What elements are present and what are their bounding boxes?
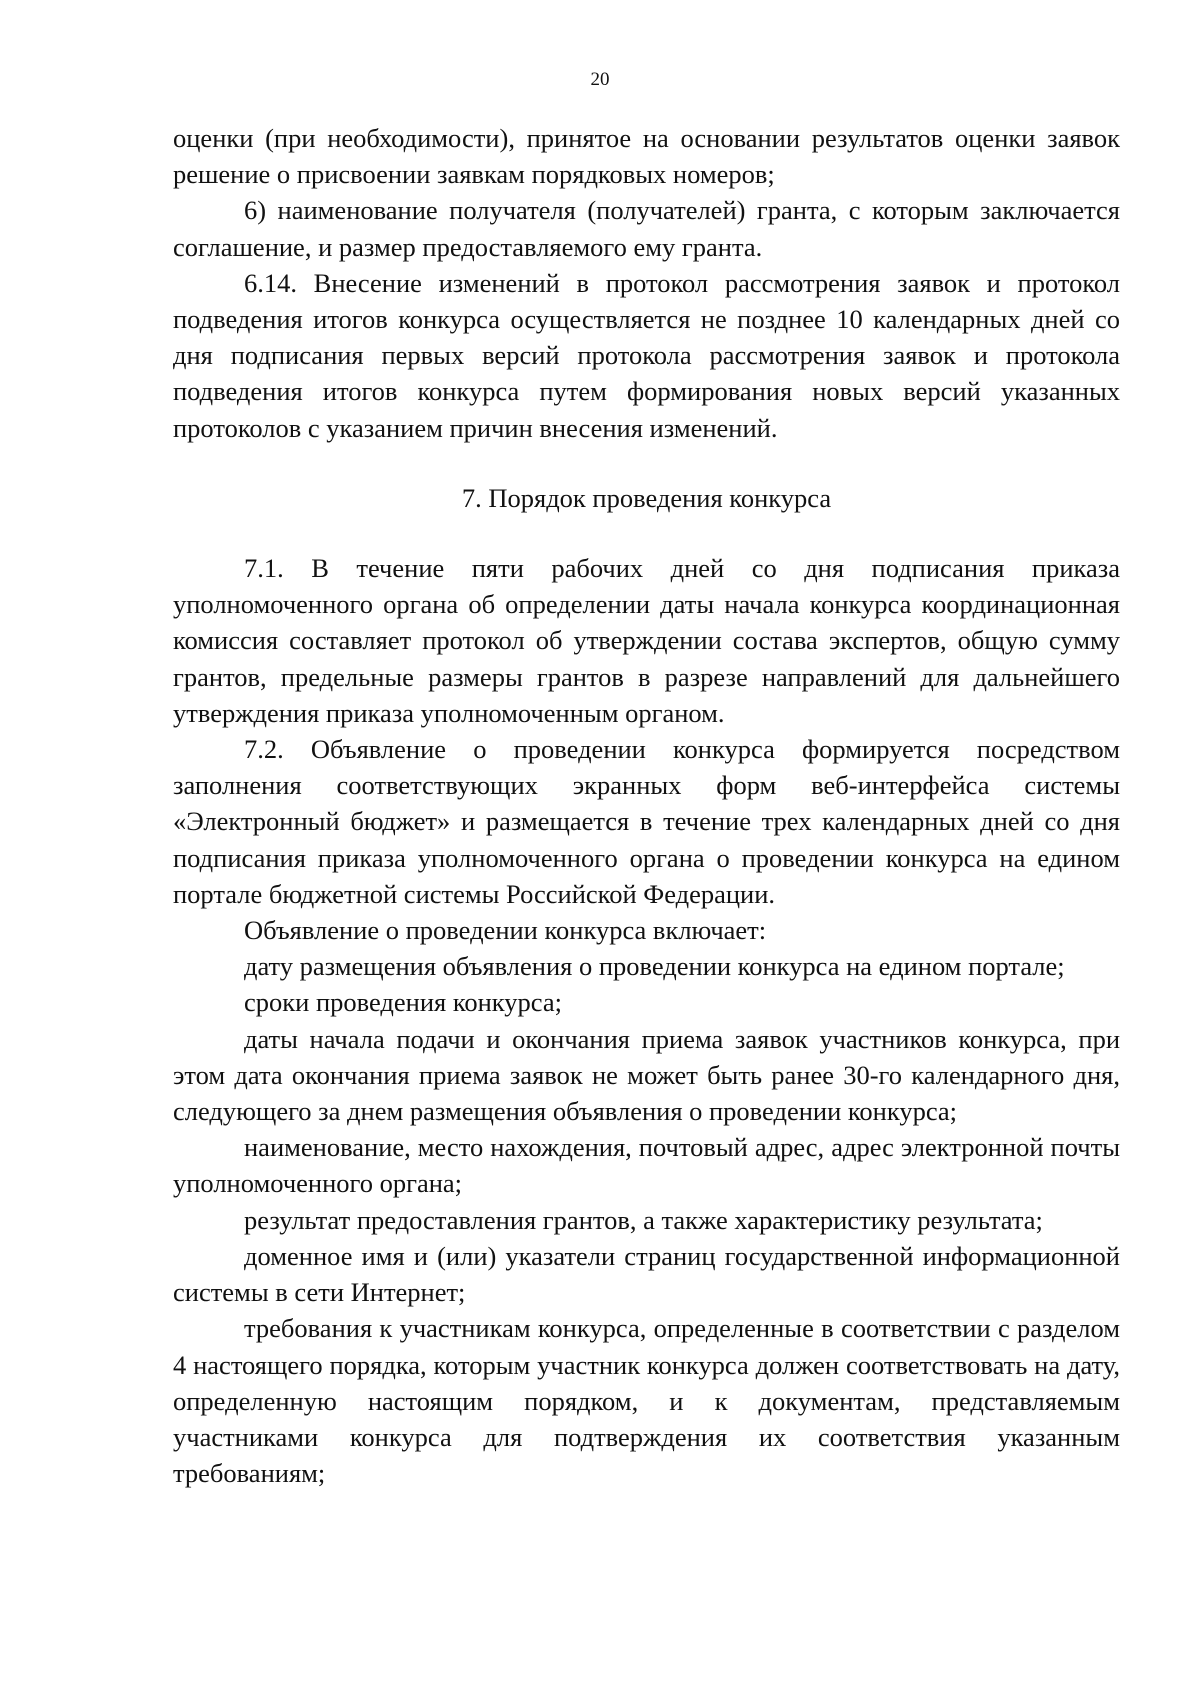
list-item-grant-result: результат предоставления грантов, а также характеристику результата;: [244, 1204, 1043, 1235]
list-item-publication-date: дату размещения объявления о проведении конкурса на едином портале;: [244, 951, 1065, 982]
paragraph-continuation: оценки (при необходимости), принятое на основании результатов оценки заявок решение о присвоении заявкам порядковых номеров;: [173, 123, 1120, 190]
paragraph-item-6: 6) наименование получателя (получателей) гранта, с которым заключается соглашение, и размер предоставляемого ему гранта.: [173, 195, 1120, 262]
section-heading: 7. Порядок проведения конкурса: [461, 482, 832, 513]
paragraph-6-14: 6.14. Внесение изменений в протокол рассмотрения заявок и протокол подведения итогов конкурса осуществляется не позднее 10 календарных дней со дня подписания первых версий протокола рассмотрения заявок и протокола подведения итогов конкурса путем формирования новых версий указанных протоколов с указанием причин внесения изменений.: [173, 267, 1120, 443]
paragraph-7-2: 7.2. Объявление о проведении конкурса формируется посредством заполнения соответствующих экранных форм веб-интерфейса системы «Электронный бюджет» и размещается в течение трех календарных дней со дня подписания приказа уполномоченного органа о проведении конкурса на едином портале бюджетной системы Российской Федерации.: [173, 734, 1120, 909]
list-item-terms: сроки проведения конкурса;: [244, 987, 562, 1018]
paragraph-announcement-intro: Объявление о проведении конкурса включает:: [244, 915, 767, 946]
page-number: 20: [590, 69, 610, 90]
list-item-contact-details: наименование, место нахождения, почтовый адрес, адрес электронной почты уполномоченного органа;: [173, 1132, 1120, 1199]
list-item-domain-name: доменное имя и (или) указатели страниц государственной информационной системы в сети Интернет;: [173, 1240, 1120, 1308]
paragraph-7-1: 7.1. В течение пяти рабочих дней со дня подписания приказа уполномоченного органа об определении даты начала конкурса координационная комиссия составляет протокол об утверждении состава экспертов, общую сумму грантов, предельные размеры грантов в разрезе направлений для дальнейшего утверждения приказа уполномоченным органом.: [173, 553, 1120, 728]
list-item-participant-requirements: требования к участникам конкурса, определенные в соответствии с разделом 4 настоящего порядка, которым участник конкурса должен соответствовать на дату, определенную настоящим порядком, и к документам, представляемым участниками конкурса для подтверждения их соответствия указанным требованиям;: [173, 1313, 1120, 1489]
list-item-application-dates: даты начала подачи и окончания приема заявок участников конкурса, при этом дата окончания приема заявок не может быть ранее 30-го календарного дня, следующего за днем размещения объявления о проведении конкурса;: [173, 1023, 1120, 1127]
document-body: [173, 120, 1120, 1491]
